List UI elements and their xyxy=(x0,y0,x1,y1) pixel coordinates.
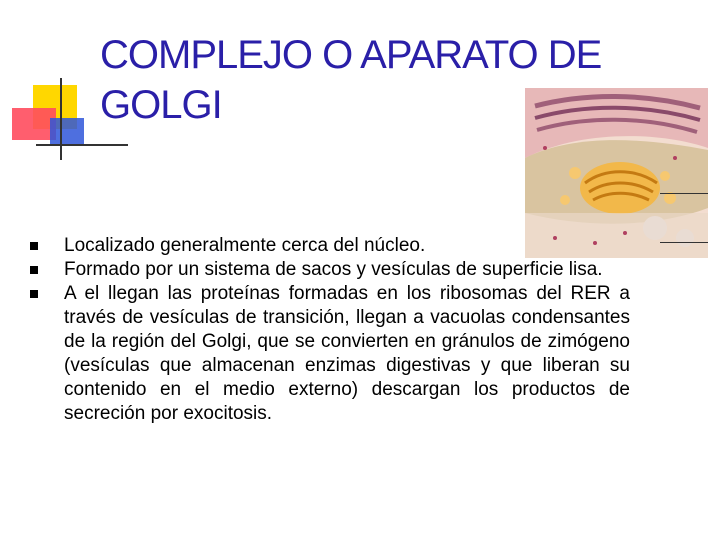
square-bullet-icon xyxy=(30,266,38,274)
bullet-text: A el llegan las proteínas formadas en los ribosomas del RER a través de vesículas de transición, llegan a vacuolas condensantes de la región del Golgi, que se convierten en gránulos de zimógeno (vesículas que almacenan enzimas digestivas y que liberan su contenido en el medio externo) descargan los productos de secreción por exocitosis. xyxy=(64,283,630,424)
bullet-text: Formado por un sistema de sacos y vesículas de superficie lisa. xyxy=(64,259,603,280)
square-bullet-icon xyxy=(30,242,38,250)
image-leader-line xyxy=(660,242,708,243)
bullet-item xyxy=(28,258,630,282)
bullet-item xyxy=(28,282,630,426)
decor-blue-square xyxy=(50,118,84,146)
image-leader-line xyxy=(660,193,708,194)
decor-vertical-line xyxy=(60,78,62,160)
square-bullet-icon xyxy=(30,290,38,298)
decor-horizontal-line xyxy=(36,144,128,146)
bullet-text: Localizado generalmente cerca del núcleo. xyxy=(64,235,426,256)
bullet-list xyxy=(28,234,630,426)
bullet-item xyxy=(28,234,630,258)
golgi-illustration xyxy=(525,88,708,258)
slide-title: COMPLEJO O APARATO DE GOLGI xyxy=(100,33,602,127)
